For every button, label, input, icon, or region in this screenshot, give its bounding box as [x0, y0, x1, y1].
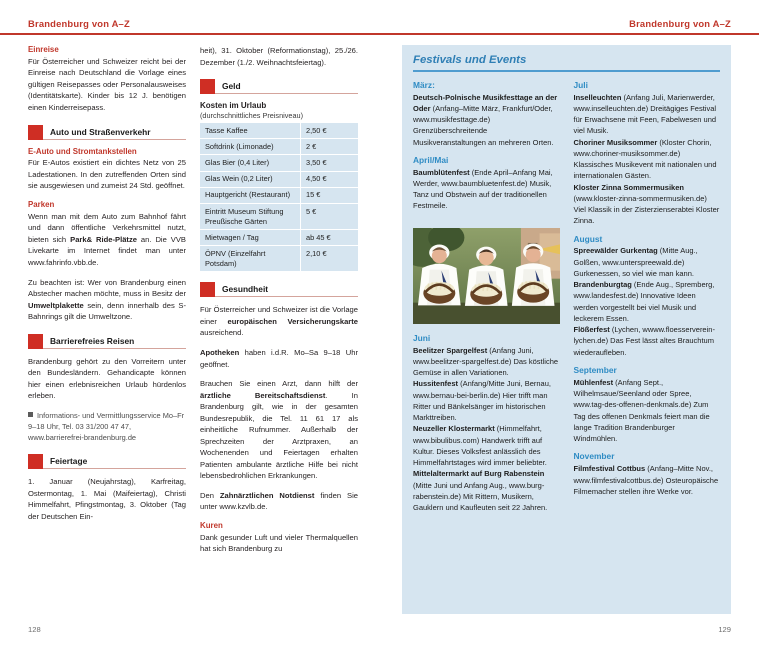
left-column-1	[28, 45, 186, 614]
red-square-marker-icon	[200, 282, 215, 297]
bullet-text: Informations- und Vermittlungsservice Mo–Fr 9–18 Uhr, Tel. 03 31/200 47 47, www.barrierefrei-brandenburg.de	[28, 410, 185, 442]
festival-name: Beelitzer Spargelfest	[413, 345, 488, 355]
section-feiertage	[28, 454, 186, 469]
text-parken-1	[28, 211, 186, 269]
festival-entry	[574, 245, 721, 279]
heading-einreise: Einreise	[28, 45, 59, 54]
price-table-title: Kosten im Urlaub	[200, 101, 267, 111]
heading-kuren: Kuren	[200, 520, 223, 530]
text-parken-2	[28, 277, 186, 323]
table-row	[200, 123, 358, 139]
t-bold: Apotheken	[200, 348, 240, 357]
table-row	[200, 187, 358, 203]
t: . In Brandenburg gilt, wie in der gesamten Bundesrepublik, die Tel. 11 61 17 als einheitliche Rufnummer. Außerhalb der Sprechzeiten der Arztpraxen, an Wochenenden und Feiertagen erhalten Patienten ambulante ärztliche Hilfe bei nicht lebensbedrohlichen Erkrankungen.	[200, 390, 358, 481]
t: Zu beachten ist: Wer von Brandenburg einen Abstecher machen möchte, muss in Besitz der	[28, 277, 186, 299]
text-feiertage: 1. Januar (Neujahrstag), Karfreitag, Ostermontag, 1. Mai (Maifeiertag), Christi Himmelfahrt, Pfingstmontag, 3. Oktober (Tag der Deutschen Ein-	[28, 477, 186, 521]
right-page-content	[402, 45, 731, 614]
festival-detail: (Mitte Aug., Golßen, www.unterspreewald.de) Gurkenessen, so viel wie man kann.	[573, 246, 698, 278]
t-bold: ärztliche Bereitschaftsdienst	[200, 390, 326, 400]
festival-detail: (Anfang Juli, Marienwerder, www.inselleuchten.de) Dreitägiges Festival für Erwachsene mit Feen, Fabelwesen und viel Musik.	[573, 92, 717, 136]
festivals-box	[402, 45, 731, 614]
spacer	[574, 497, 721, 504]
festival-entry	[574, 182, 721, 227]
text-einreise: Für Österreicher und Schweizer reicht bei der Einreise nach Deutschland die Vorlage eines gültigen Reisepasses oder Personalausweises (Identitätskarte). Kinder bis 12 J. benötigen einen Kinderreisepass.	[28, 56, 186, 112]
festival-detail: (Anfang Juni, www.beelitzer-spargelfest.de) Das köstliche Gemüse in allen Variationen.	[413, 345, 559, 378]
price-item: Eintritt Museum Stiftung Preußische Gärten	[200, 203, 301, 229]
photo-artwork	[413, 228, 560, 324]
festival-entry	[574, 137, 721, 182]
festival-name: Choriner Musiksommer	[573, 137, 658, 147]
text-gesundheit-3	[200, 378, 358, 482]
price-value: 4,50 €	[301, 171, 359, 187]
asparagus-festival-photo	[413, 228, 560, 324]
running-head-left: Brandenburg von A–Z	[28, 18, 130, 29]
month-heading: Juli	[573, 79, 588, 90]
table-row	[200, 246, 358, 272]
festival-detail: (www.kloster-zinna-sommermusiken.de) Viel Klassik in der Zisterzienserabtei Kloster Zinna.	[573, 193, 720, 226]
festival-entry	[413, 468, 560, 513]
festival-entry	[574, 92, 721, 137]
heading-eauto: E-Auto und Stromtankstellen	[28, 146, 137, 156]
festival-entry	[413, 92, 560, 148]
table-row	[200, 155, 358, 171]
t-bold: Umweltplakette	[28, 300, 84, 310]
festival-name: Hussitenfest	[413, 379, 459, 389]
t: an. Die VVB Livekarte im Internet findet man unter www.fahrinfo.vbb.de.	[28, 234, 186, 267]
festival-name: Neuzeller Klostermarkt	[413, 424, 495, 434]
header-rule-right	[380, 33, 759, 35]
price-item: ÖPNV (Einzelfahrt Potsdam)	[200, 246, 301, 272]
festival-name: Brandenburgtag	[573, 280, 632, 290]
festival-detail: (Anfang Sept., Wilhelmsaue/Seenland oder Spree, www.tag-des-offenen-denkmals.de) Zum Tag des offenen Denkmals feiert man die lange Tradition Brandenburger Windmühlen.	[573, 377, 710, 444]
text-gesundheit-1	[200, 304, 358, 339]
section-title: Auto und Straßenverkehr	[43, 127, 186, 140]
t: sein, denn innerhalb des S-Bahnrings gilt die Umweltzone.	[28, 300, 186, 322]
price-value: 2 €	[301, 139, 359, 155]
price-table-subtitle: (durchschnittliches Preisniveau)	[200, 111, 304, 121]
spacer	[574, 358, 721, 365]
festival-detail: (Himmelfahrt, www.bibulibus.com) Handwerk trifft auf Kultur. Dieses Volksfest anlässlich des Himmelfahrtstages wird immer beliebter.	[413, 424, 547, 468]
t: haben i.d.R. Mo–Sa 9–18 Uhr geöffnet.	[200, 348, 358, 369]
festival-entry	[574, 279, 721, 324]
festivals-title-rule	[413, 70, 720, 72]
square-bullet-icon	[28, 412, 33, 417]
text-kuren: Dank gesunder Luft und vieler Thermalquellen hat sich Brandenburg zu	[200, 532, 358, 554]
price-item: Glas Bier (0,4 Liter)	[200, 155, 301, 171]
month-heading: November	[573, 451, 615, 462]
text-feiertage-continued: heit), 31. Oktober (Reformationstag), 25./26. Dezember (1./2. Weihnachtsfeiertag).	[200, 46, 358, 67]
festival-entry	[574, 377, 721, 445]
festival-entry	[413, 345, 560, 379]
section-title: Geld	[215, 81, 358, 94]
running-head-right: Brandenburg von A–Z	[629, 18, 731, 29]
festival-entry	[413, 378, 560, 423]
spacer	[413, 212, 560, 219]
section-barrierefreies-reisen	[28, 334, 186, 349]
section-auto-und-strassenverkehr	[28, 125, 186, 140]
price-table	[200, 123, 358, 271]
spacer	[574, 227, 721, 234]
red-square-marker-icon	[28, 125, 43, 140]
price-value: 3,50 €	[301, 155, 359, 171]
festival-entry	[413, 167, 560, 212]
t-bold: europäischen Versicherungskarte	[227, 316, 358, 326]
page-right	[380, 0, 759, 648]
table-row	[200, 171, 358, 187]
price-item: Mietwagen / Tag	[200, 230, 301, 246]
t: Wenn man mit dem Auto zum Bahnhof fährt und dann öffentliche Verkehrsmittel nutzt, bieten sich	[28, 211, 186, 244]
festivals-box-title: Festivals und Events	[413, 54, 527, 66]
red-square-marker-icon	[28, 454, 43, 469]
festival-name: Flößerfest	[573, 325, 610, 335]
festivals-column-2	[574, 80, 721, 521]
festival-detail: (Kloster Chorin, www.choriner-musiksommer.de) Klassisches Musikevent mit nationalen und internationalen Gästen.	[573, 137, 717, 181]
text-barrierefrei: Brandenburg gehört zu den Vorreitern unter den Bundesländern. Gehandicapte können hier einen erlebnisreichen Urlaub hürdenlos erleben.	[28, 356, 186, 401]
festival-detail: (Ende April–Anfang Mai, Werder, www.baumbluetenfest.de) Musik, Tanz und Obstwein auf der traditionellen Festmeile.	[413, 167, 553, 211]
festival-detail: (Anfang–Mitte Nov., www.filmfestivalcottbus.de) Osteuropäische Filmemacher stellen ihre Werke vor.	[573, 464, 719, 496]
festival-name: Baumblütenfest	[413, 167, 470, 177]
festival-name: Filmfestival Cottbus	[573, 464, 646, 474]
price-item: Hauptgericht (Restaurant)	[200, 187, 301, 203]
price-item: Glas Wein (0,2 Liter)	[200, 171, 301, 187]
festival-name: Inselleuchten	[573, 92, 622, 102]
month-heading: September	[573, 364, 617, 375]
t: ausreichend.	[200, 328, 244, 338]
festival-entry	[574, 463, 721, 497]
text-gesundheit-2	[200, 347, 358, 370]
header-rule-left	[0, 33, 380, 35]
price-value: 2,10 €	[301, 246, 359, 272]
month-heading: März:	[413, 79, 435, 90]
festival-name: Mittelaltermarkt auf Burg Rabenstein	[413, 469, 545, 479]
festival-detail: (Lychen, wwww.floesserverein-lychen.de) Das Fest lässt altes Brauchtum wiederaufleben.	[573, 325, 715, 357]
spacer	[413, 513, 560, 520]
month-heading: August	[573, 233, 603, 244]
left-page-columns	[28, 45, 358, 614]
month-heading: Juni	[413, 332, 431, 343]
section-geld	[200, 79, 358, 94]
festival-name: Mühlenfest	[573, 377, 614, 387]
t: Brauchen Sie einen Arzt, dann hilft der	[200, 379, 358, 389]
t-bold: Park& Ride-Plätze	[70, 234, 137, 244]
section-title: Feiertage	[43, 456, 186, 469]
festival-detail: (Anfang/Mitte Juni, Bernau, www.bernau-bei-berlin.de) Hier trifft man Ritter und Bänkelsänger im historischen Markttreiben.	[413, 379, 551, 423]
t: finden Sie unter www.kzvlb.de.	[200, 490, 358, 512]
price-value: 5 €	[301, 203, 359, 229]
page-number-right: 129	[718, 625, 731, 634]
table-row	[200, 203, 358, 229]
t-bold: Zahnärztlichen Notdienst	[219, 490, 315, 500]
price-value: ab 45 €	[301, 230, 359, 246]
festivals-column-1	[413, 80, 560, 521]
info-bullet-barrierefrei	[28, 410, 186, 443]
festival-name: Kloster Zinna Sommermusiken	[573, 182, 684, 192]
heading-parken: Parken	[28, 200, 55, 209]
festival-name: Deutsch-Polnische Musikfesttage an der Oder	[413, 92, 558, 113]
price-item: Softdrink (Limonade)	[200, 139, 301, 155]
section-title: Barrierefreies Reisen	[43, 336, 186, 349]
festivals-columns	[413, 80, 720, 521]
festival-detail: (Ende Aug., Spremberg, www.landesfest.de) Innovative Ideen werden vorgestellt bei viel Musik und leckerem Essen.	[573, 280, 715, 323]
spacer	[413, 148, 560, 155]
festival-entry	[413, 423, 560, 468]
red-square-marker-icon	[28, 334, 43, 349]
red-square-marker-icon	[200, 79, 215, 94]
left-column-2	[200, 45, 358, 614]
price-item: Tasse Kaffee	[205, 125, 248, 135]
text-gesundheit-4	[200, 490, 358, 513]
page-number-left: 128	[28, 625, 41, 634]
t: Für Österreicher und Schweizer ist die Vorlage einer	[200, 305, 358, 326]
text-eauto: Für E-Autos existiert ein dichtes Netz von 25 Ladestationen. In den zutreffenden Orten sind sie ausgewiesen und zumeist 24 Std. geöffnet.	[28, 158, 186, 191]
month-heading: April/Mai	[413, 154, 449, 165]
festival-detail: (Anfang–Mitte März, Frankfurt/Oder, www.musikfesttage.de) Grenzüberschreitende Musikveranstaltungen an mehreren Orten.	[413, 103, 554, 147]
festival-entry	[574, 324, 721, 358]
price-value: 15 €	[301, 187, 359, 203]
section-gesundheit	[200, 282, 358, 297]
festival-name: Spreewälder Gurkentag	[573, 246, 658, 256]
table-row	[200, 230, 358, 246]
section-title: Gesundheit	[215, 284, 358, 297]
t: Den	[200, 490, 220, 500]
table-row	[200, 139, 358, 155]
spacer	[574, 444, 721, 451]
price-value: 2,50 €	[301, 123, 359, 139]
festival-detail: (Mitte Juni und Anfang Aug., www.burg-rabenstein.de) Mit Rittern, Musikern, Gauklern und Kaufleuten seit 22 Jahren.	[413, 480, 548, 513]
